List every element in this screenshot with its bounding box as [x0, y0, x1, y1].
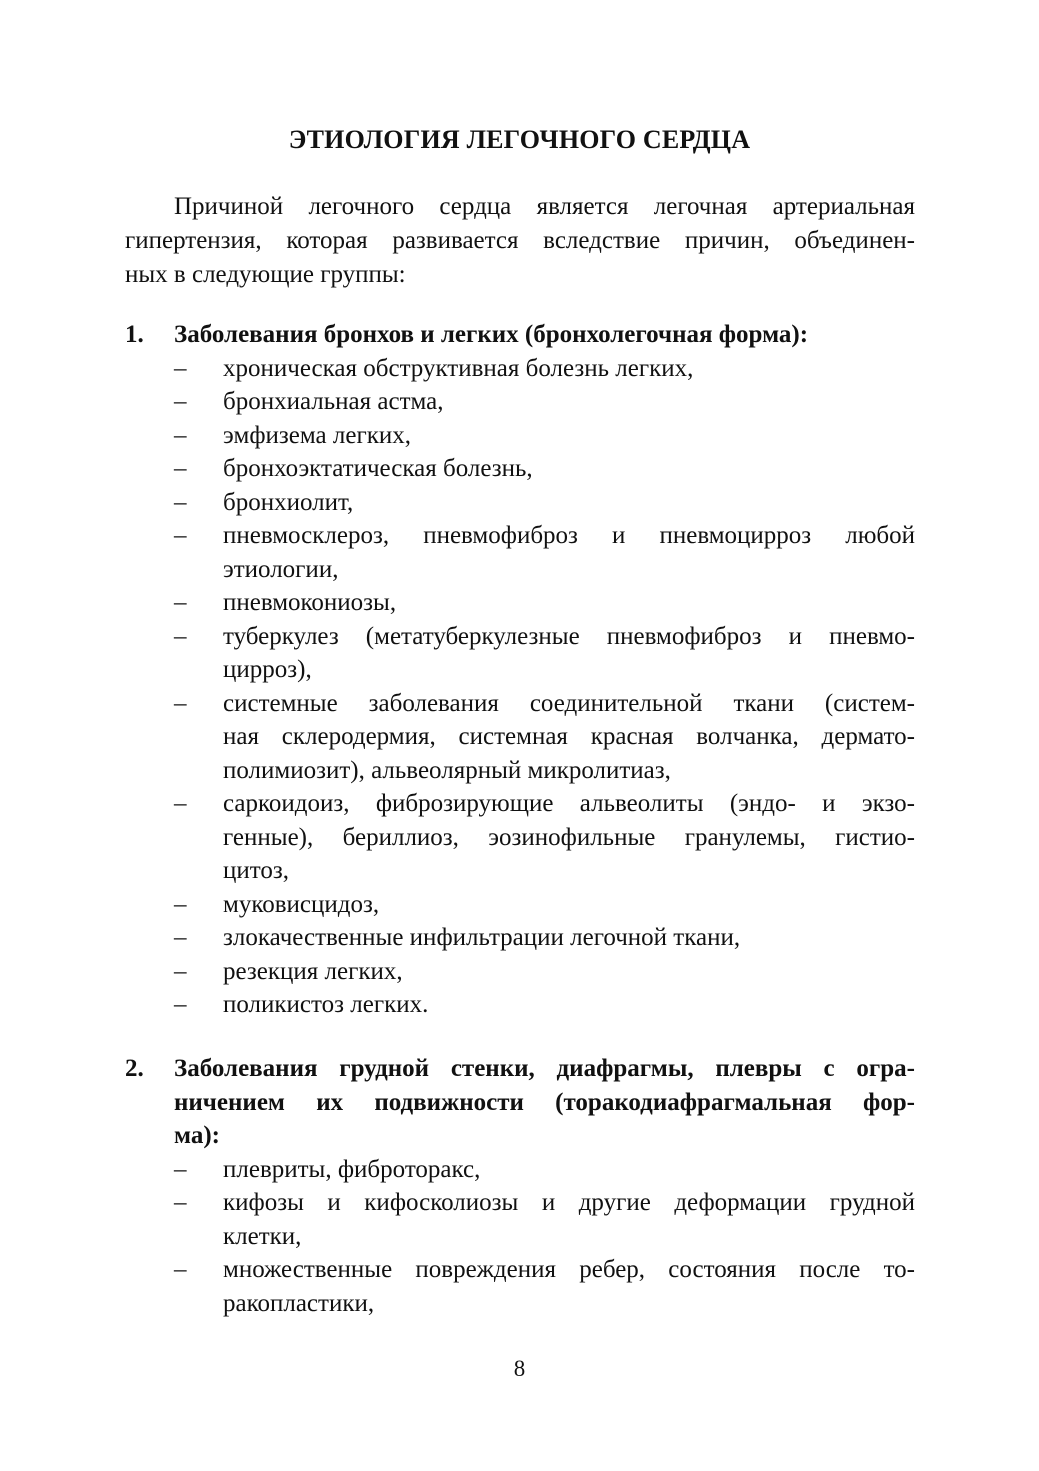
dash-bullet: –	[174, 522, 187, 549]
list-item	[125, 352, 915, 386]
list-item-line: пневмосклероз, пневмофиброз и пневмоцирроз любой	[223, 522, 915, 549]
list-item-line: кифозы и кифосколиозы и другие деформации грудной	[223, 1189, 915, 1216]
list-item	[125, 586, 915, 620]
dash-bullet: –	[174, 790, 187, 817]
list-item-line: системные заболевания соединительной ткани (систем-	[223, 689, 915, 717]
section-2	[125, 1052, 915, 1320]
section-heading	[125, 318, 915, 352]
list-item-line: ракопластики,	[223, 1289, 375, 1317]
dash-bullet: –	[174, 354, 187, 382]
section-heading-line: ма):	[174, 1122, 221, 1149]
intro-paragraph	[125, 190, 915, 292]
list-item-line: цирроз),	[223, 656, 312, 683]
list-item	[125, 988, 915, 1022]
list-item-line: эмфизема легких,	[223, 421, 411, 449]
section-heading-line: Заболевания бронхов и легких (бронхолегочная форма):	[174, 321, 809, 348]
list-item-line: генные), бериллиоз, эозинофильные гранулемы, гистио-	[223, 823, 915, 851]
list-item-line: муковисцидоз,	[223, 890, 380, 918]
list-item-line: злокачественные инфильтрации легочной ткани,	[223, 924, 741, 951]
list-item-line: пневмокониозы,	[223, 589, 397, 616]
list-item	[125, 687, 915, 788]
dash-bullet: –	[174, 589, 187, 616]
section-heading-line: Заболевания грудной стенки, диафрагмы, плевры с огра-	[174, 1055, 915, 1082]
section-number: 2.	[125, 1055, 144, 1082]
dash-bullet: –	[174, 1189, 187, 1216]
list-item	[125, 1153, 915, 1187]
list-item	[125, 620, 915, 687]
dash-bullet: –	[174, 957, 187, 985]
section-heading-line: ничением их подвижности (торакодиафрагмальная фор-	[174, 1088, 915, 1116]
list-item	[125, 1186, 915, 1253]
dash-bullet: –	[174, 991, 187, 1018]
section-heading	[125, 1052, 915, 1153]
page-title: ЭТИОЛОГИЯ ЛЕГОЧНОГО СЕРДЦА	[288, 125, 751, 154]
list-item-line: хроническая обструктивная болезнь легких,	[223, 354, 694, 382]
intro-line: ных в следующие группы:	[125, 261, 406, 288]
list-item-line: полимиозит), альвеолярный микролитиаз,	[223, 756, 671, 784]
dash-bullet: –	[174, 890, 187, 918]
list-item-line: туберкулез (метатуберкулезные пневмофиброз и пневмо-	[223, 622, 915, 650]
list-item	[125, 787, 915, 888]
list-item	[125, 452, 915, 486]
list-item	[125, 486, 915, 520]
list-item-line: бронхиолит,	[223, 488, 354, 516]
intro-line: гипертензия, которая развивается вследствие причин, объединен-	[125, 227, 915, 254]
dash-bullet: –	[174, 455, 187, 482]
dash-bullet: –	[174, 1256, 187, 1283]
list-item	[125, 955, 915, 989]
list-item-line: клетки,	[223, 1222, 302, 1250]
list-item	[125, 385, 915, 419]
list-item-line: бронхоэктатическая болезнь,	[223, 455, 533, 482]
list-item-line: плевриты, фиброторакс,	[223, 1155, 481, 1183]
dash-bullet: –	[174, 689, 187, 717]
list-item-line: саркоидоиз, фиброзирующие альвеолиты (эндо- и экзо-	[223, 790, 915, 817]
list-item-line: поликистоз легких.	[223, 991, 429, 1018]
dash-bullet: –	[174, 924, 187, 951]
list-item-line: этиологии,	[223, 555, 339, 583]
dash-bullet: –	[174, 421, 187, 449]
list-item	[125, 1253, 915, 1320]
list-item	[125, 888, 915, 922]
list-item-line: цитоз,	[223, 857, 289, 884]
list-item-line: множественные повреждения ребер, состояния после то-	[223, 1256, 915, 1283]
section-number: 1.	[125, 321, 144, 348]
intro-line: Причиной легочного сердца является легочная артериальная	[174, 193, 915, 220]
list-item-line: резекция легких,	[223, 957, 403, 985]
dash-bullet: –	[174, 1155, 187, 1183]
section-1	[125, 318, 915, 1022]
list-item	[125, 419, 915, 453]
dash-bullet: –	[174, 622, 187, 650]
list-item	[125, 519, 915, 586]
list-item	[125, 921, 915, 955]
page-number: 8	[513, 1356, 526, 1381]
dash-bullet: –	[174, 488, 187, 516]
dash-bullet: –	[174, 388, 187, 415]
list-item-line: ная склеродермия, системная красная волчанка, дермато-	[223, 723, 915, 750]
list-item-line: бронхиальная астма,	[223, 388, 444, 415]
